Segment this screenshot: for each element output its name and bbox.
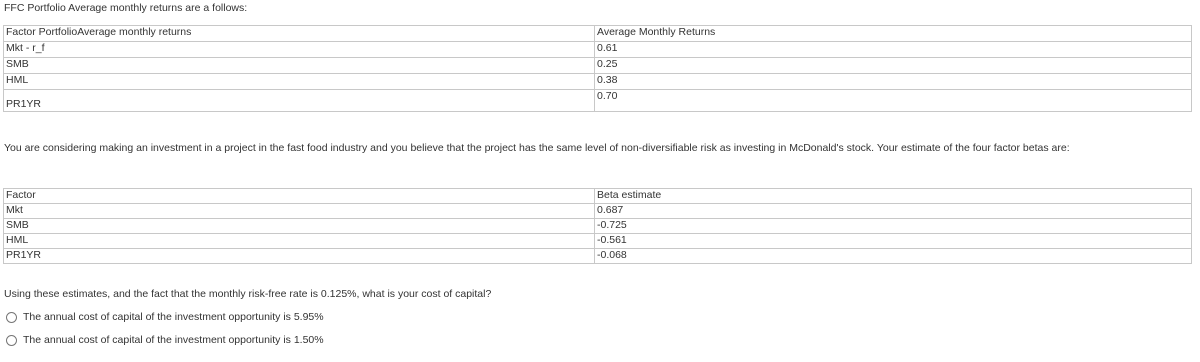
header-cell-factor: Factor: [4, 189, 595, 204]
table-cell-value: -0.561: [595, 234, 1192, 249]
table-cell-factor: HML: [4, 74, 595, 90]
beta-estimates-table: [3, 188, 1192, 264]
answer-option-label: The annual cost of capital of the investment opportunity is 5.95%: [23, 311, 324, 323]
table-cell-value: 0.61: [595, 42, 1192, 58]
table-cell-factor: PR1YR: [4, 249, 595, 264]
factor-returns-table: [3, 25, 1192, 112]
table-cell-value: 0.70: [595, 90, 1192, 112]
table-cell-factor: HML: [4, 234, 595, 249]
question-context-paragraph: You are considering making an investment in a project in the fast food industry and you believe that the project has the same level of non-diversifiable risk as investing in McDonald's stock. Your estimate of the four factor betas are:: [4, 142, 1070, 154]
table-cell-value: -0.725: [595, 219, 1192, 234]
radio-button[interactable]: [6, 335, 17, 346]
table-cell-value: 0.38: [595, 74, 1192, 90]
question-text: Using these estimates, and the fact that the monthly risk-free rate is 0.125%, what is your cost of capital?: [4, 288, 492, 300]
answer-option-2[interactable]: [6, 334, 324, 346]
table-header-row: [4, 26, 1192, 42]
table-row: [4, 90, 1192, 112]
answer-option-label: The annual cost of capital of the investment opportunity is 1.50%: [23, 334, 324, 346]
table-row: [4, 74, 1192, 90]
table-cell-factor: Mkt: [4, 204, 595, 219]
table-cell-factor: SMB: [4, 219, 595, 234]
header-cell-beta-estimate: Beta estimate: [595, 189, 1192, 204]
table-header-row: [4, 189, 1192, 204]
header-cell-factor-portfolio: Factor PortfolioAverage monthly returns: [4, 26, 595, 42]
intro-text: FFC Portfolio Average monthly returns are a follows:: [4, 2, 248, 14]
table-cell-factor: SMB: [4, 58, 595, 74]
table-cell-value: -0.068: [595, 249, 1192, 264]
table-row: [4, 219, 1192, 234]
answer-option-1[interactable]: [6, 311, 324, 323]
header-cell-average-monthly-returns: Average Monthly Returns: [595, 26, 1192, 42]
table-row: [4, 249, 1192, 264]
radio-button[interactable]: [6, 312, 17, 323]
table-cell-value: 0.687: [595, 204, 1192, 219]
table-cell-factor: Mkt - r_f: [4, 42, 595, 58]
table-row: [4, 42, 1192, 58]
table-cell-factor: PR1YR: [4, 90, 595, 112]
table-row: [4, 204, 1192, 219]
table-row: [4, 234, 1192, 249]
table-cell-value: 0.25: [595, 58, 1192, 74]
table-row: [4, 58, 1192, 74]
